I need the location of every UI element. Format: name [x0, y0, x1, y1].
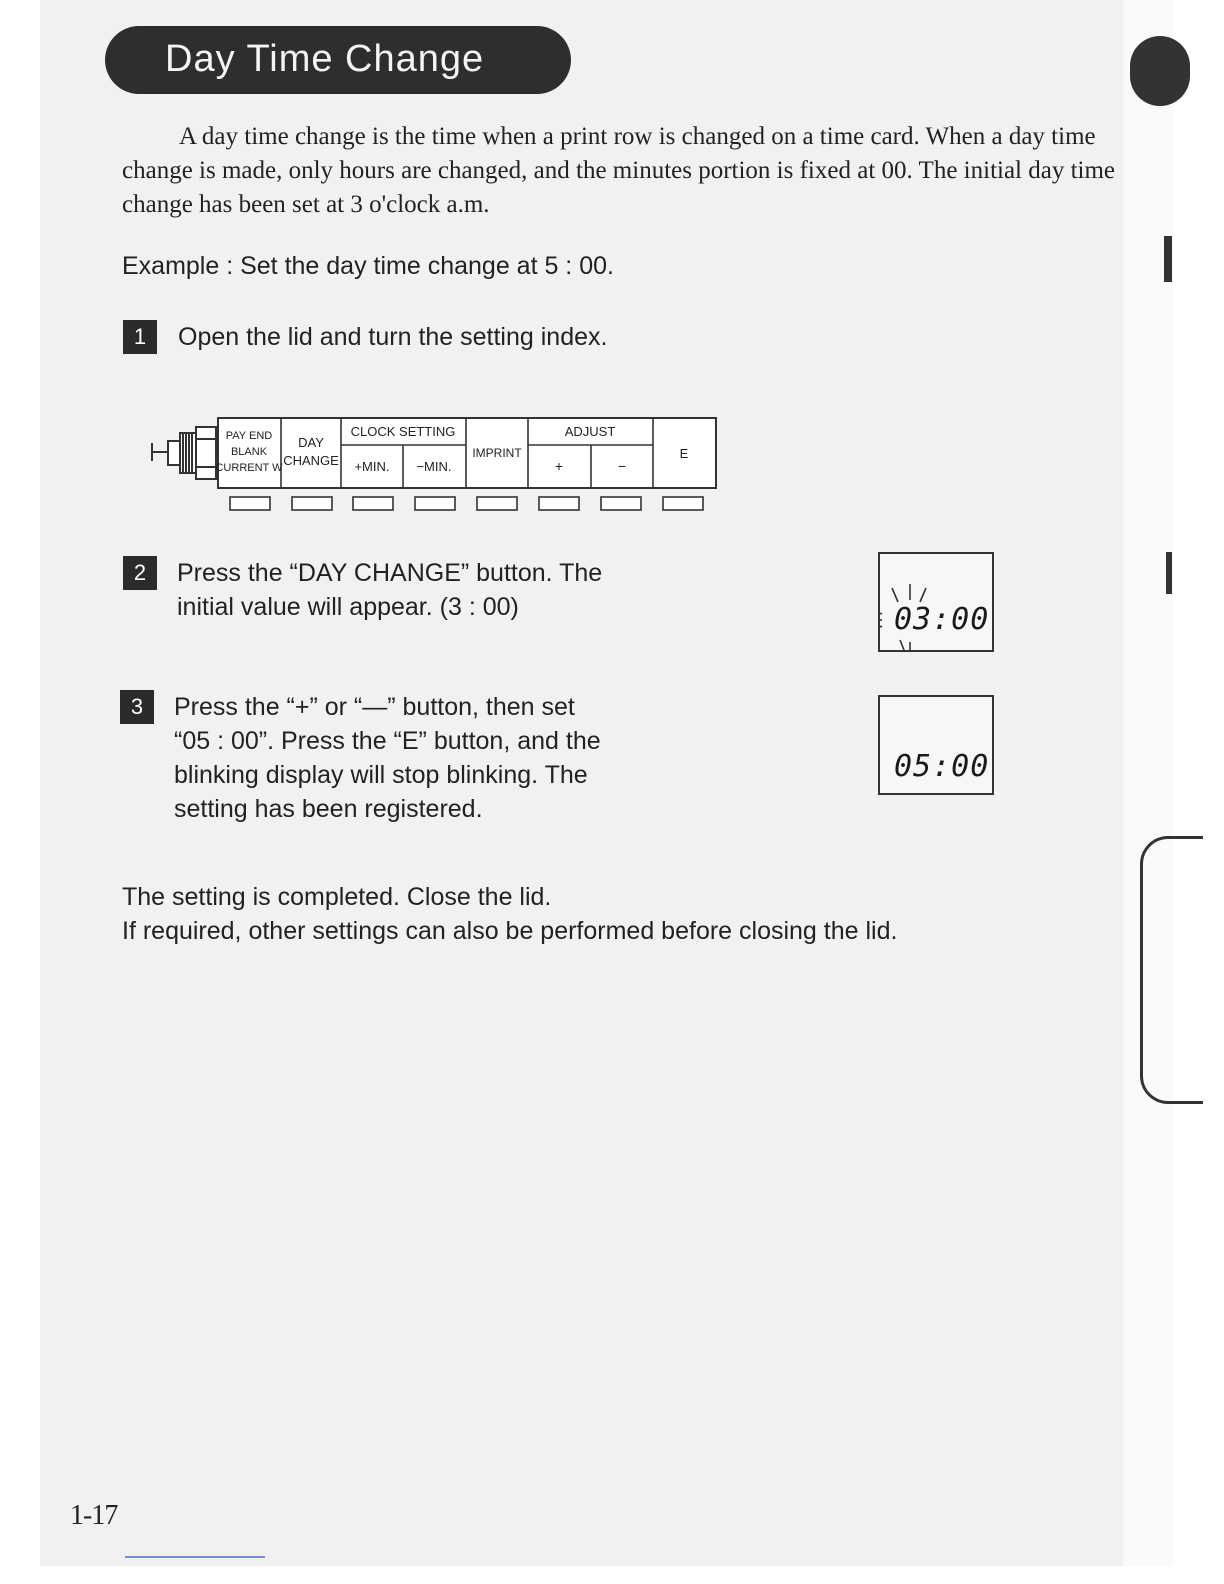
lcd-initial-value: 03:00 [894, 602, 990, 637]
label-plus-min: +MIN. [354, 459, 390, 474]
step-2-line-1: Press the “DAY CHANGE” button. The [177, 559, 603, 587]
completion-line-1: The setting is completed. Close the lid. [122, 883, 552, 911]
next-page-mark [1164, 236, 1172, 282]
completion-line-2: If required, other settings can also be performed before closing the lid. [122, 917, 898, 945]
next-page-mark-2 [1166, 552, 1172, 594]
step-2-line-2: initial value will appear. (3 : 00) [177, 593, 519, 621]
label-day: DAY [298, 435, 324, 450]
label-e: E [679, 446, 689, 461]
example-line: Example : Set the day time change at 5 : 00. [122, 252, 614, 280]
step-2-number: 2 [123, 556, 157, 590]
completion-text [122, 880, 897, 948]
setting-index-diagram [150, 415, 730, 525]
label-imprint: IMPRINT [472, 446, 522, 460]
bottom-rule [125, 1556, 265, 1558]
section-title-pill [105, 26, 571, 94]
index-position-slots [230, 497, 703, 510]
lcd-display-initial [878, 552, 994, 652]
lcd-display-final [878, 695, 994, 795]
lcd-final-value: 05:00 [894, 749, 990, 784]
next-page-title-edge [1130, 36, 1190, 106]
intro-paragraph: A day time change is the time when a print row is changed on a time card. When a day time change is made, only hours are changed, and the minutes portion is fixed at 00. The initial day time change has been set at 3 o'clock a.m. [122, 123, 1116, 218]
label-pay-end: PAY END [225, 430, 273, 442]
step-3-line-2: “05 : 00”. Press the “E” button, and the [174, 727, 601, 755]
label-adjust: ADJUST [564, 424, 616, 439]
step-1-text: Open the lid and turn the setting index. [178, 323, 608, 351]
step-3-number: 3 [120, 690, 154, 724]
label-change: CHANGE [283, 453, 339, 468]
page-number: 1-17 [70, 1500, 118, 1531]
label-blank: BLANK [230, 446, 268, 458]
label-adjust-minus: − [617, 458, 627, 474]
label-adjust-plus: + [554, 458, 564, 474]
step-3-line-1: Press the “+” or “—” button, then set [174, 693, 575, 721]
step-1-number: 1 [123, 320, 157, 354]
step-3-line-4: setting has been registered. [174, 795, 483, 823]
label-minus-min: −MIN. [416, 459, 452, 474]
label-clock-setting: CLOCK SETTING [350, 424, 456, 439]
page-edge-shadow [1123, 0, 1173, 1566]
setting-knob-icon [152, 427, 216, 479]
label-current-w: CURRENT W [215, 462, 283, 474]
next-page-bracket [1140, 836, 1203, 1104]
step-3-line-3: blinking display will stop blinking. The [174, 761, 588, 789]
section-title: Day Time Change [165, 38, 485, 80]
